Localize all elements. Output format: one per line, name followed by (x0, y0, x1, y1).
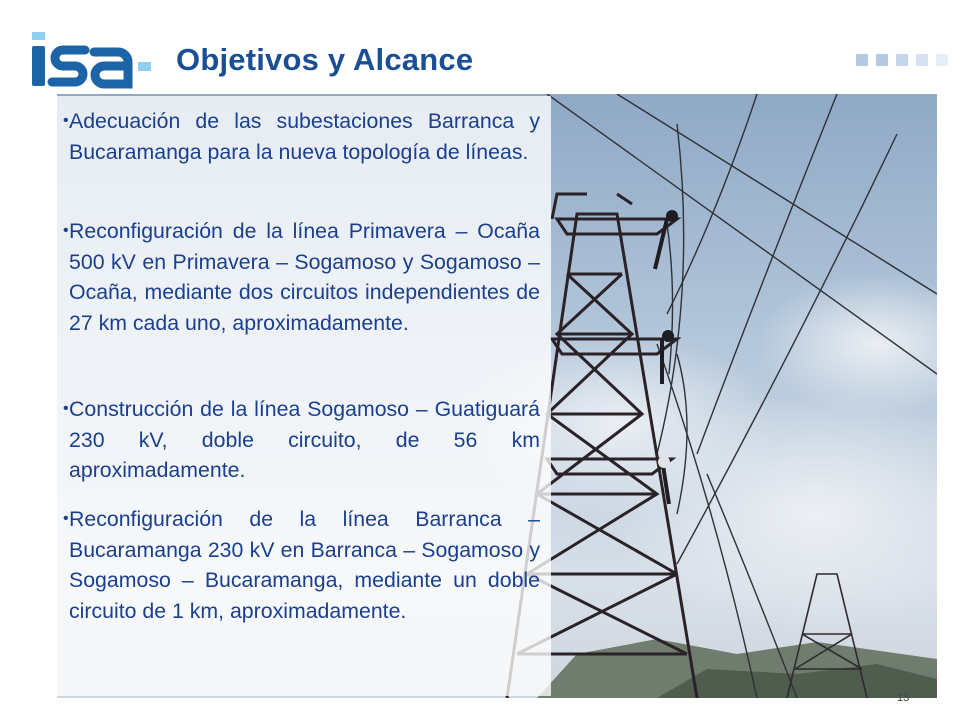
logo-s (52, 50, 85, 82)
list-item (63, 216, 540, 338)
isa-logo (30, 30, 155, 92)
list-item (63, 394, 540, 486)
bullet-text: Reconfiguración de la línea Barranca – Bucaramanga 230 kV en Barranca – Sogamoso y Sogamoso – Bucaramanga, mediante un doble circuito de 1 km, aproximadamente. (69, 507, 540, 623)
deco-square (896, 54, 908, 66)
deco-square (856, 54, 868, 66)
worker (666, 210, 678, 222)
worker (658, 456, 670, 468)
logo-i-stem (32, 46, 45, 86)
decorative-squares (856, 54, 948, 66)
logo-a (94, 52, 128, 84)
bullet-text: Adecuación de las subestaciones Barranca y Bucaramanga para la nueva topología de líneas. (69, 109, 540, 164)
logo-i-dot (32, 32, 45, 40)
text-panel (57, 96, 551, 696)
worker (662, 330, 674, 342)
bullet-icon: • (63, 222, 69, 239)
list-item (63, 106, 540, 167)
deco-square (916, 54, 928, 66)
logo-a-dot (138, 62, 151, 71)
bullet-icon: • (63, 112, 69, 129)
bullet-icon: • (63, 400, 69, 417)
slide-number: 13 (897, 692, 910, 704)
deco-square (936, 54, 948, 66)
bullet-text: Reconfiguración de la línea Primavera – Ocaña 500 kV en Primavera – Sogamoso y Sogamoso – Ocaña, mediante dos circuitos independientes de 27 km cada uno, aproximadamente. (69, 219, 540, 335)
bullet-icon: • (63, 510, 69, 527)
bullet-text: Construcción de la línea Sogamoso – Guatiguará 230 kV, doble circuito, de 56 km aproximadamente. (69, 397, 540, 482)
page-title: Objetivos y Alcance (176, 42, 474, 77)
deco-square (876, 54, 888, 66)
list-item (63, 504, 540, 626)
bullet-list (57, 96, 551, 623)
